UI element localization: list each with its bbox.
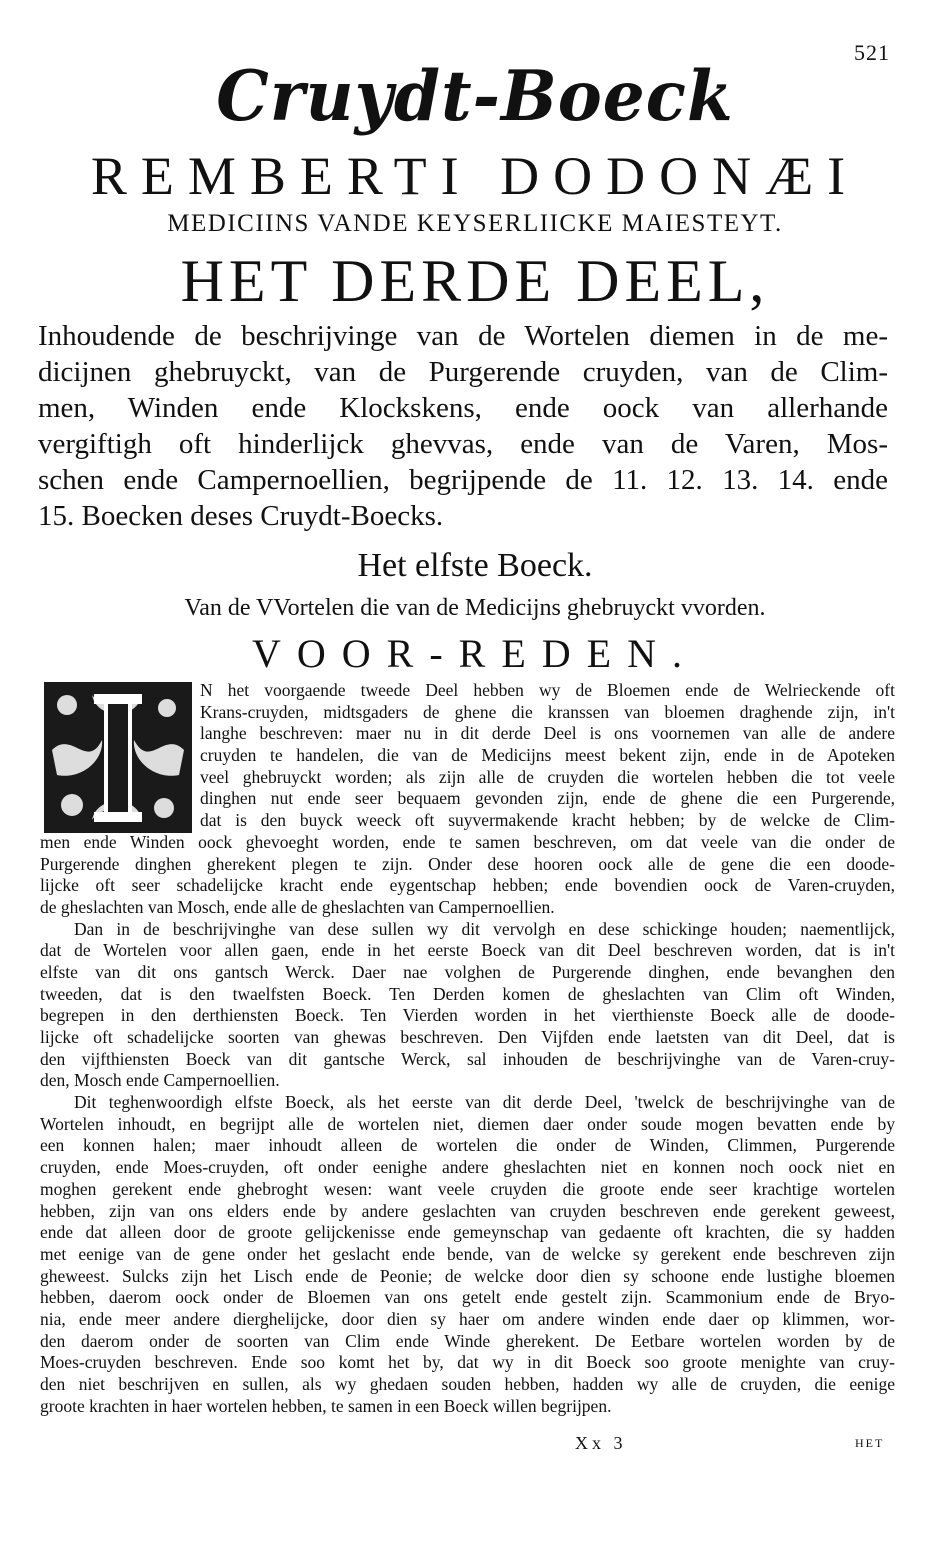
book-subtitle: Van de VVortelen die van de Medicijns ghebruyckt vvorden. <box>184 595 766 621</box>
text-line: men ende Winden oock ghevoeght worden, ende te samen beschreven, om dat veele van die onder de <box>40 831 895 852</box>
text-line: met eenige van de gene onder het geslacht ende bende, van de welcke sy gerekent ende beschreven zijn <box>40 1243 895 1264</box>
description-line: 15. Boecken deses Cruydt-Boecks. <box>38 500 444 532</box>
signature-mark: Xx 3 <box>575 1433 627 1453</box>
author-name: REMBERTI DODONÆI <box>90 146 860 206</box>
text-line: lijcke oft seer schadelijcke kracht ende eygentschap hebben; ende bovendien oock de Varen-cruyden, <box>40 875 895 896</box>
text-line: den daerom onder de soorten van Clim ende Winde gherekent. De Eetbare wortelen worden by de <box>40 1330 895 1351</box>
text-line: Purgerende dinghen gherekent plegen te zijn. Onder dese hooren oock alle de gene die een doode- <box>40 853 895 874</box>
text-line: hebben, daerom oock onder de Bloemen van ons getelt ende gestelt zijn. Scammonium ende de Bryo- <box>40 1287 895 1308</box>
description-line: men, Winden ende Klockskens, ende oock van allerhande <box>38 392 888 424</box>
text-line: dinghen nut ende seer bequaem gevonden zijn, ende de ghene die een Purgerende, <box>200 788 895 809</box>
text-line: den vijfthiensten Boeck van dit gantsche Werck, sal inhouden de beschrijvinghe van de Varen-cruy- <box>40 1048 895 1069</box>
text-line: Krans-cruyden, midtsgaders de ghene die kranssen van bloemen draghende zijn, in't <box>200 701 895 722</box>
text-line: ende dat alleen door de groote gelijckenisse ende gemeynschap van gedaente oft krachten, die sy hadden <box>40 1222 895 1243</box>
part-description <box>38 318 888 534</box>
text-line: cruyden te handelen, die van de Medicijns meest bekent zijn, ende in de Apoteken <box>200 745 895 766</box>
text-line: groote krachten in haer wortelen hebben, te samen in een Boeck willen begrijpen. <box>40 1395 612 1416</box>
author-subtitle: MEDICIINS VANDE KEYSERLIICKE MAIESTEYT. <box>167 210 783 237</box>
section-heading: VOOR-REDEN. <box>252 631 698 676</box>
catchword: HET <box>855 1436 885 1450</box>
description-line: dicijnen ghebruyckt, van de Purgerende cruyden, van de Clim- <box>38 356 888 388</box>
text-line: hebben, zijn van ons elders ende by andere geslachten van cruyden beschreven ende gerekent geweest, <box>40 1200 895 1221</box>
book-title-blackletter: Cruydt-Boeck <box>216 55 734 137</box>
text-line: een konnen halen; maer inhoudt alleen de wortelen die onder de Winden, Climmen, Purgerende <box>40 1135 895 1156</box>
text-line: moghen gerekent ende ghebroght wesen: want veele cruyden die groote ende seer krachtige wortelen <box>40 1178 895 1199</box>
text-line: Wortelen inhoudt, en begrijpt alle de wortelen niet, diemen daer onder soude mogen bevatten ende by <box>40 1113 895 1134</box>
text-line: langhe beschreven: maer nu in dit derde Deel is ons voornemen van alle de andere <box>200 723 895 744</box>
text-line: N het voorgaende tweede Deel hebben wy de Bloemen ende de Welrieckende oft <box>200 680 895 700</box>
text-line: dat de Wortelen voor allen gaen, ende in het eerste Boeck van dit Deel beschreven worden, dat is in't <box>40 940 895 961</box>
description-line: vergiftigh oft hinderlijck ghevvas, ende van de Varen, Mos- <box>38 428 888 460</box>
part-title: HET DERDE DEEL, <box>180 248 770 314</box>
description-line: schen ende Campernoellien, begrijpende de 11. 12. 13. 14. ende <box>38 464 888 496</box>
text-line: Dit teghenwoordigh elfste Boeck, als het eerste van dit derde Deel, 'twelck de beschrijvinghe van de <box>74 1092 895 1113</box>
text-line: dat is den buyck weeck oft suyvermakende kracht hebben; by de welcke de Clim- <box>200 810 895 831</box>
page-number: 521 <box>854 40 890 65</box>
text-line: nia, ende meer andere dierghelijcke, door dien sy haer om andere winden ende daer op klimmen, wor- <box>40 1308 895 1329</box>
text-line: lijcke oft schadelijcke soorten van ghewas beschreven. Den Vijfden ende laetsten van dit Deel, dat is <box>40 1027 895 1047</box>
text-line: veel ghebruyckt worden; als zijn alle de cruyden die wortelen hebben die tot veele <box>200 766 895 787</box>
text-line: den niet beschrijven en sullen, als wy ghedaen souden hebben, hadden wy alle de cruyden, die eenige <box>40 1374 895 1394</box>
text-line: Moes-cruyden beschreven. Ende soo komt het by, dat wy in dit Boeck soo groote menighte van cruy- <box>40 1352 895 1373</box>
text-line: gheweest. Sulcks zijn het Lisch ende de Peonie; de welcke door dien sy schoone ende lustighe bloemen <box>40 1265 895 1286</box>
text-line: de gheslachten van Mosch, ende alle de gheslachten van Campernoellien. <box>40 896 555 917</box>
text-line: cruyden, ende Moes-cruyden, oft onder eenighe andere gheslachten niet en konnen noch oock niet en <box>40 1157 895 1178</box>
preface-body <box>40 680 895 1417</box>
text-line: den, Mosch ende Campernoellien. <box>40 1070 280 1091</box>
text-line: tweeden, dat is den twaelfsten Boeck. Ten Derden komen de gheslachten van Clim oft Winden, <box>40 983 895 1004</box>
text-line: Dan in de beschrijvinghe van dese sullen wy dit vervolgh en dese schickinge houden; naementlijck, <box>74 918 895 939</box>
text-line: elfste van dit ons gantsch Werck. Daer nae volghen de Purgerende dinghen, ende bevanghen den <box>40 961 895 982</box>
book-title: Het elfste Boeck. <box>357 547 593 584</box>
description-line: Inhoudende de beschrijvinge van de Wortelen diemen in de me- <box>38 320 888 352</box>
text-line: begrepen in den derthiensten Boeck. Ten Vierden worden in het vierthienste Boeck alle de doode- <box>40 1005 895 1026</box>
